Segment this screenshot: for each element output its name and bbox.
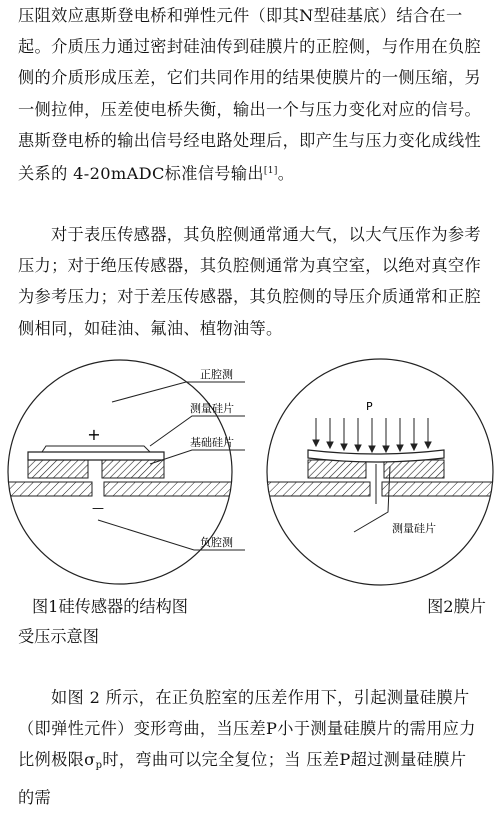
- intro-text: 介质压力通过密封硅油传到硅膜片的正腔侧，与作用在负腔侧的介质形成压差，它们共同作用的结果使膜片的一侧压缩，另一侧拉伸，压差使电桥失衡，输出一个与压力变化对应的信号。惠斯登电桥的输出信号经电路处理后，即产生与压力变化成线性关系的 4-20mADC标准信号输出: [18, 37, 482, 184]
- figure2-circle: [267, 359, 493, 585]
- figure2-caption-continued: 受压示意图: [18, 627, 99, 646]
- diaphragm-text-2: 时，弯曲可以完全复位；当 压差P超过测量硅膜片 的需: [18, 750, 467, 807]
- figure1-caption: 图1硅传感器的结构图: [32, 597, 188, 616]
- figures: [0, 354, 500, 594]
- figure1-label-base-silicon: 基础硅片: [190, 436, 234, 449]
- sensor-types-text: 对于表压传感器，其负腔侧通常通大气，以大气压作为参考压力；对于绝压传感器，其负腔侧通常为真空室，以绝对真空作为参考压力；对于差压传感器，其负腔侧的导压介质通常和正腔侧相同，如硅油、氟油、植物油等。: [18, 225, 482, 338]
- intro-line1: 压阻效应惠斯登电桥和弹性元件（即其N型硅基底）结合在一起。: [18, 6, 463, 57]
- figure1-base-silicon-left: [28, 460, 88, 478]
- figure1-label-positive-chamber: 正腔测: [200, 368, 233, 381]
- intro-end: 。: [277, 164, 295, 184]
- sigma-subscript: p: [95, 760, 103, 772]
- intro-paragraph: [18, 0, 486, 189]
- figure1-label-measure-silicon: 测量硅片: [190, 402, 234, 415]
- figure1-silicon-sensor-structure: [0, 360, 245, 584]
- figure1-label-negative-chamber: 负腔测: [200, 536, 233, 549]
- diaphragm-text-1: 如图 2 所示，在正负腔室的压差作用下，引起测量硅膜片（即弹性元件）变形弯曲，当压差P小于测量硅膜片的需用应力比例极限σ: [18, 688, 476, 770]
- figure2-bent-diaphragm: [308, 450, 444, 462]
- figure1-base-right: [104, 482, 244, 496]
- figure1-base-left: [0, 482, 92, 496]
- captions: [18, 592, 486, 622]
- figure2-pressure-arrows: [313, 418, 431, 452]
- sensor-types-paragraph: [18, 219, 486, 344]
- diaphragm-paragraph: [18, 682, 486, 813]
- figure2-diaphragm-under-pressure: [262, 359, 500, 585]
- figure2-label-measure-silicon: 测量硅片: [392, 522, 436, 535]
- figure1-minus-sign: —: [92, 501, 104, 515]
- figure1-measure-silicon: [28, 452, 164, 460]
- figure2-caption: 图2膜片: [427, 597, 486, 616]
- figure2-label-p: P: [366, 400, 373, 413]
- citation-ref: [1]: [263, 166, 278, 177]
- figure1-plus-sign: +: [87, 425, 101, 444]
